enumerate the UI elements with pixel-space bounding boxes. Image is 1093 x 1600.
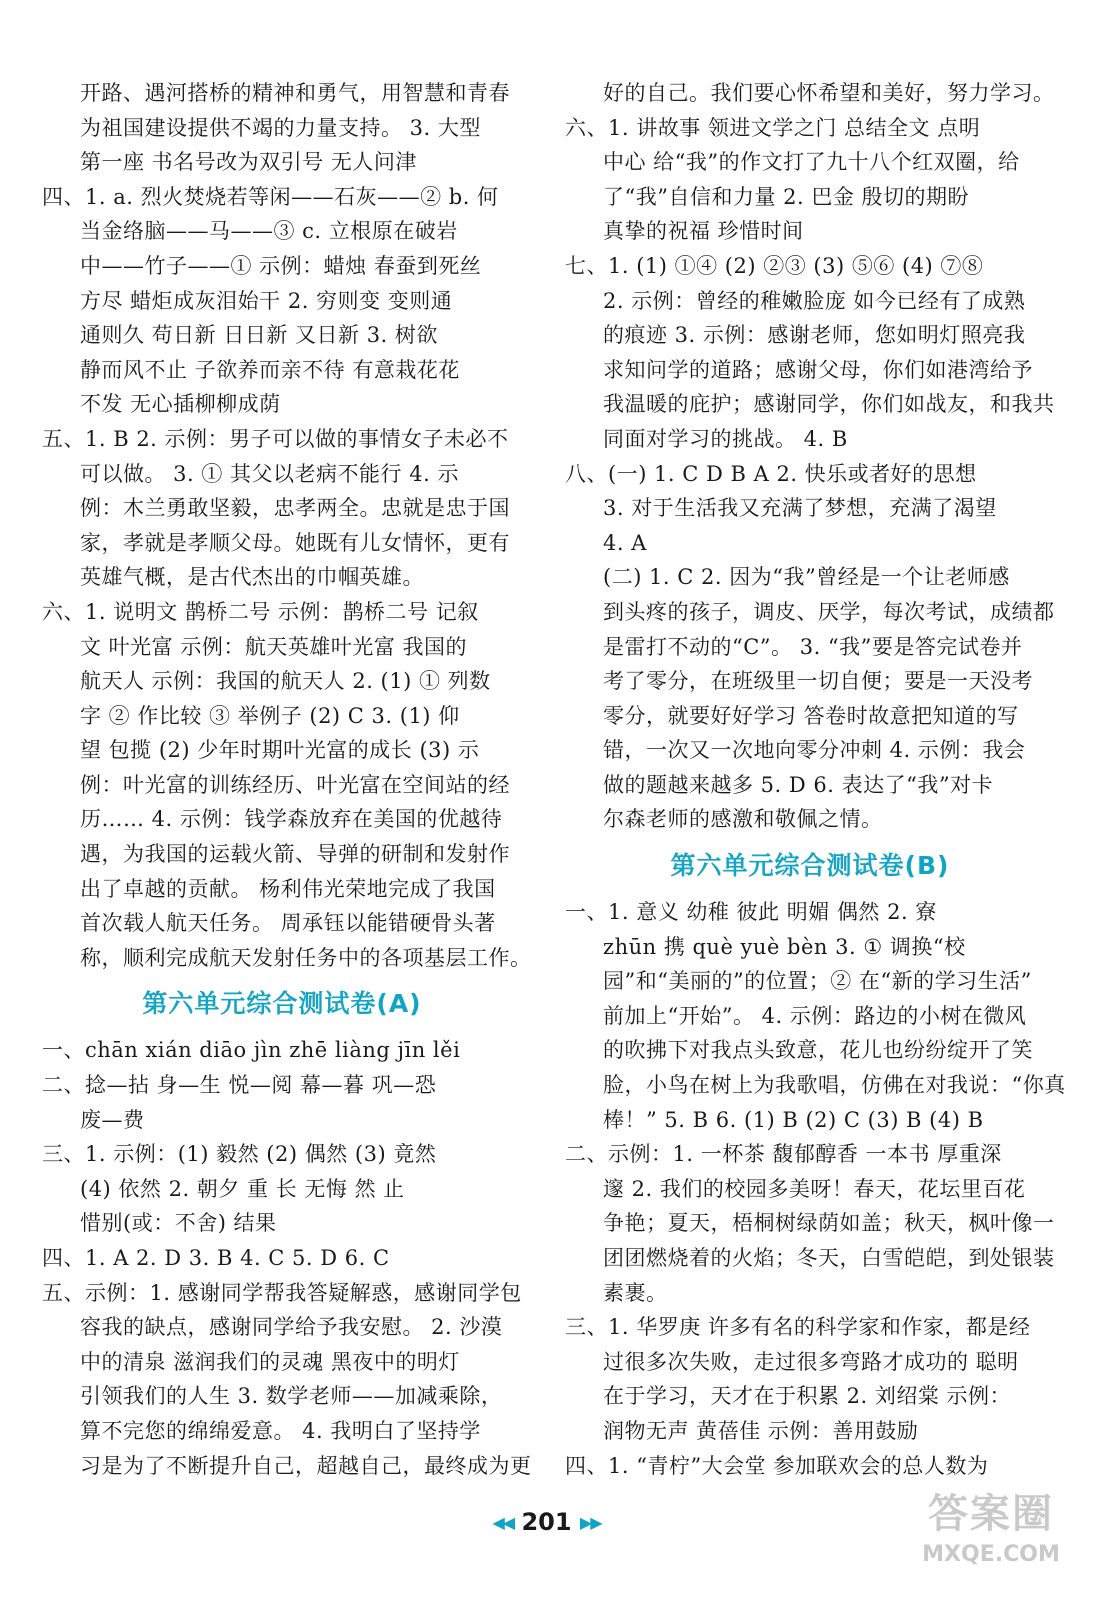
- answer-line: 好的自己。我们要心怀希望和美好，努力学习。: [603, 81, 1055, 105]
- watermark: [911, 1488, 1071, 1584]
- answer-line: 前加上“开始”。 4. 示例：路边的小树在微风: [603, 1003, 1027, 1028]
- answer-line: 二、示例：1. 一杯茶 馥郁醇香 一本书 厚重深: [565, 1142, 1002, 1167]
- answer-line: 同面对学习的挑战。 4. B: [603, 426, 848, 451]
- left-block-bottom: [42, 1033, 532, 1483]
- answer-line: 八、(一) 1. C D B A 2. 快乐或者好的思想: [565, 461, 977, 486]
- answer-line: 尔森老师的感激和敬佩之情。: [603, 807, 883, 832]
- answer-line: 习是为了不断提升自己，超越自己，最终成为更: [80, 1453, 532, 1478]
- answer-line: 文 叶光富 示例：航天英雄叶光富 我国的: [80, 634, 468, 659]
- answer-line: 引领我们的人生 3. 数学老师——加减乘除，: [80, 1384, 503, 1409]
- answer-line: 一、1. 意义 幼稚 彼此 明媚 偶然 2. 寮: [565, 900, 937, 925]
- answer-line: 真挚的祝福 珍惜时间: [603, 219, 804, 244]
- answer-line: (4) 依然 2. 朝夕 重 长 无悔 然 止: [80, 1176, 405, 1201]
- right-column: [565, 76, 1066, 1483]
- answer-line: 到头疼的孩子，调皮、厌学，每次考试，成绩都: [603, 599, 1055, 624]
- answer-line: (二) 1. C 2. 因为“我”曾经是一个让老师感: [603, 565, 1010, 590]
- prev-arrows-icon: ◀◀: [492, 1513, 514, 1532]
- answer-line: 废—费: [80, 1107, 145, 1132]
- answer-line: 航天人 示例：我国的航天人 2. (1) ① 列数: [80, 669, 491, 694]
- answer-line: 零分，就要好好学习 答卷时故意把知道的写: [603, 703, 1019, 728]
- right-block-bottom: [565, 895, 1066, 1483]
- answer-line: 脸，小鸟在树上为我歌唱，仿佛在对我说：“你真: [603, 1073, 1066, 1098]
- answer-line: 不发 无心插柳柳成荫: [80, 392, 281, 417]
- answer-line: 英雄气概，是古代杰出的巾帼英雄。: [80, 565, 424, 590]
- answer-line: 考了零分，在班级里一切自便；要是一天没考: [603, 669, 1033, 694]
- answer-line: 的吹拂下对我点头致意，花儿也纷纷绽开了笑: [603, 1038, 1033, 1063]
- answer-line: 在于学习，天才在于积累 2. 刘绍棠 示例：: [603, 1384, 1012, 1409]
- answer-line: zhūn 携 què yuè bèn 3. ① 调换“校: [603, 934, 966, 959]
- answer-line: 历…… 4. 示例：钱学森放弃在美国的优越待: [80, 807, 503, 832]
- answer-line: 例：木兰勇敢坚毅，忠孝两全。忠就是忠于国: [80, 496, 510, 521]
- answer-line: 3. 对于生活我又充满了梦想，充满了渴望: [603, 496, 997, 521]
- answer-line: 2. 示例：曾经的稚嫩脸庞 如今已经有了成熟: [603, 288, 1026, 313]
- answer-line: 三、1. 华罗庚 许多有名的科学家和作家，都是经: [565, 1315, 1031, 1340]
- answer-line: 家，孝就是孝顺父母。她既有儿女情怀，更有: [80, 530, 510, 555]
- page-number: 201: [521, 1508, 572, 1536]
- answer-line: 了“我”自信和力量 2. 巴金 殷切的期盼: [603, 184, 970, 209]
- answer-line: 称，顺利完成航天发射任务中的各项基层工作。: [80, 945, 532, 970]
- answer-line: 通则久 苟日新 日日新 又日新 3. 树欲: [80, 323, 438, 348]
- answer-line: 二、捻—拈 身—生 悦—阅 幕—暮 巩—恐: [42, 1073, 437, 1098]
- answer-line: 中的清泉 滋润我们的灵魂 黑夜中的明灯: [80, 1349, 460, 1374]
- answer-line: 五、示例：1. 感谢同学帮我答疑解惑，感谢同学包: [42, 1280, 522, 1305]
- answer-line: 一、chān xián diāo jìn zhē liàng jīn lěi: [42, 1038, 461, 1063]
- answer-line: 为祖国建设提供不竭的力量支持。 3. 大型: [80, 115, 481, 140]
- watermark-url: MXQE.COM: [922, 1542, 1060, 1567]
- answer-line: 做的题越来越多 5. D 6. 表达了“我”对卡: [603, 772, 994, 797]
- answer-line: 争艳；夏天，梧桐树绿荫如盖；秋天，枫叶像一: [603, 1211, 1055, 1236]
- answer-line: 错，一次又一次地向零分冲刺 4. 示例：我会: [603, 738, 1026, 763]
- answer-line: 三、1. 示例：(1) 毅然 (2) 偶然 (3) 竟然: [42, 1142, 437, 1167]
- answer-line: 可以做。 3. ① 其父以老病不能行 4. 示: [80, 461, 459, 486]
- answer-line: 过很多次失败，走过很多弯路才成功的 聪明: [603, 1349, 1019, 1374]
- right-block-top: [565, 76, 1055, 837]
- answer-line: 开路、遇河搭桥的精神和勇气，用智慧和青春: [80, 81, 510, 105]
- answer-line: 容我的缺点，感谢同学给予我安慰。 2. 沙漠: [80, 1315, 503, 1340]
- answer-line: 六、1. 说明文 鹊桥二号 示例：鹊桥二号 记叙: [42, 599, 479, 624]
- answer-line: 方尽 蜡炬成灰泪始干 2. 穷则变 变则通: [80, 288, 453, 313]
- left-column: [42, 76, 532, 1483]
- section-b-title: 第六单元综合测试卷(B): [670, 851, 950, 881]
- answer-line: 算不完您的绵绵爱意。 4. 我明白了坚持学: [80, 1418, 481, 1443]
- answer-line: 字 ② 作比较 ③ 举例子 (2) C 3. (1) 仰: [80, 703, 460, 728]
- watermark-logo: 答案圈: [928, 1491, 1054, 1537]
- answer-line: 四、1. A 2. D 3. B 4. C 5. D 6. C: [42, 1246, 390, 1270]
- answer-line: 园”和“美丽的”的位置；② 在“新的学习生活”: [603, 969, 1032, 994]
- answer-line: 出了卓越的贡献。 杨利伟光荣地完成了我国: [80, 876, 496, 901]
- answer-line: 第一座 书名号改为双引号 无人问津: [80, 150, 417, 175]
- answer-line: 的痕迹 3. 示例：感谢老师，您如明灯照亮我: [603, 323, 1026, 348]
- answer-line: 惜别(或：不舍) 结果: [80, 1211, 277, 1236]
- answer-line: 4. A: [603, 530, 647, 555]
- answer-line: 遇，为我国的运载火箭、导弹的研制和发射作: [80, 842, 510, 867]
- left-block-top: [42, 76, 532, 975]
- answer-line: 中心 给“我”的作文打了九十八个红双圈，给: [603, 150, 1020, 175]
- answer-line: 求知问学的道路；感谢父母，你们如港湾给予: [603, 357, 1033, 382]
- answer-line: 首次载人航天任务。 周承钰以能错硬骨头著: [80, 911, 496, 936]
- answer-line: 四、1. “青柠”大会堂 参加联欢会的总人数为: [565, 1453, 989, 1478]
- answer-line: 望 包揽 (2) 少年时期叶光富的成长 (3) 示: [80, 738, 480, 763]
- answer-line: 素裹。: [603, 1280, 668, 1305]
- answer-line: 中——竹子——① 示例：蜡烛 春蚕到死丝: [80, 253, 482, 278]
- answer-line: 团团燃烧着的火焰；冬天，白雪皑皑，到处银装: [603, 1246, 1055, 1270]
- section-a-title: 第六单元综合测试卷(A): [142, 989, 422, 1019]
- answer-line: 润物无声 黄蓓佳 示例：善用鼓励: [603, 1418, 919, 1443]
- answer-line: 邃 2. 我们的校园多美呀！春天，花坛里百花: [603, 1176, 1026, 1201]
- answer-line: 七、1. (1) ①④ (2) ②③ (3) ⑤⑥ (4) ⑦⑧: [565, 253, 984, 278]
- answer-line: 四、1. a. 烈火焚烧若等闲——石灰——② b. 何: [42, 184, 499, 209]
- answer-line: 是雷打不动的“C”。 3. “我”要是答完试卷并: [603, 634, 1023, 659]
- answer-line: 当金络脑——马——③ c. 立根原在破岩: [80, 219, 458, 244]
- answer-line: 五、1. B 2. 示例：男子可以做的事情女子未必不: [42, 426, 509, 451]
- answer-line: 我温暖的庇护；感谢同学，你们如战友，和我共: [603, 392, 1055, 417]
- answer-line: 静而风不止 子欲养而亲不待 有意栽花花: [80, 357, 460, 382]
- answer-line: 棒！” 5. B 6. (1) B (2) C (3) B (4) B: [603, 1107, 984, 1132]
- answer-line: 六、1. 讲故事 领进文学之门 总结全文 点明: [565, 115, 981, 140]
- next-arrows-icon: ▶▶: [579, 1513, 601, 1532]
- answer-line: 例：叶光富的训练经历、叶光富在空间站的经: [80, 772, 510, 797]
